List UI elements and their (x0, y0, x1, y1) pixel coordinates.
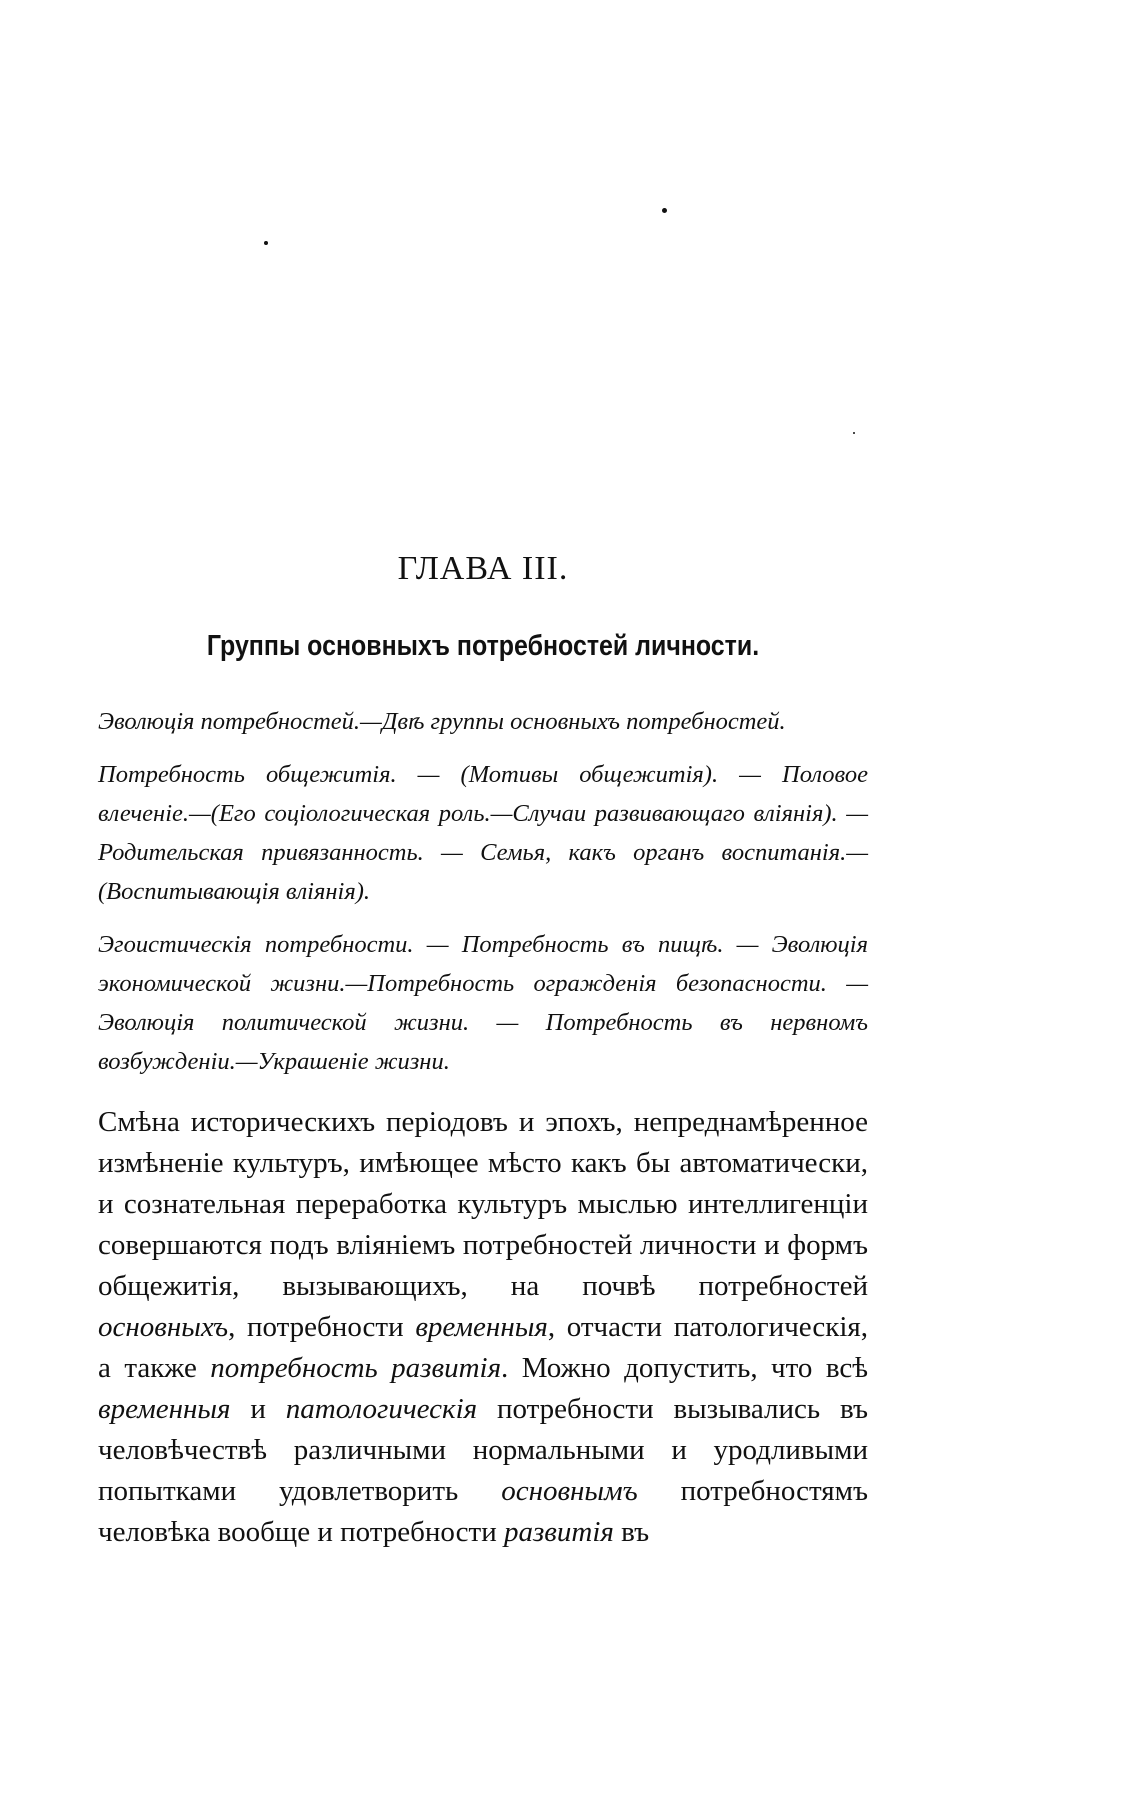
chapter-summary (98, 702, 868, 1095)
emphasis-text: развитія (503, 1516, 614, 1548)
print-speck (662, 208, 667, 213)
print-speck (853, 432, 855, 434)
text-run: . Можно допустить, что всѣ (501, 1352, 868, 1384)
emphasis-text: основнымъ (501, 1475, 638, 1507)
text-run: въ (613, 1516, 650, 1548)
emphasis-text: временныя (98, 1393, 231, 1425)
body-paragraph (98, 1102, 868, 1553)
summary-paragraph: Эволюція потребностей.—Двѣ группы основныхъ потребностей. (98, 708, 786, 735)
emphasis-text: патологическія (285, 1393, 478, 1425)
chapter-heading: ГЛАВА III. (397, 550, 569, 587)
text-run: потребности вызывались въ человѣчествѣ различными нормальными и уродливыми попытками удовлетворить (98, 1393, 868, 1507)
summary-paragraph: Потребность общежитія. — (Мотивы общежитія). — Половое влеченіе.—(Его соціологическая роль.—Случаи развивающаго вліянія). — Родительская привязанность. — Семья, какъ органъ воспитанія.—(Воспитывающія вліянія). (98, 761, 868, 905)
chapter-title: Группы основныхъ потребностей личности. (206, 630, 760, 662)
text-run: , отчасти патологическія, а также (98, 1311, 868, 1384)
summary-paragraph: Эгоистическія потребности. — Потребность въ пищѣ. — Эволюція экономической жизни.—Потребность огражденія безопасности. — Эволюція политической жизни. — Потребность въ нервномъ возбужденіи.—Украшеніе жизни. (98, 931, 868, 1075)
text-run: , потребности (228, 1311, 416, 1343)
text-run: и (230, 1393, 286, 1425)
emphasis-text: потребность развитія (210, 1352, 502, 1384)
text-run: потребностямъ человѣка вообще и потребности (98, 1475, 868, 1548)
emphasis-text: основныхъ (98, 1311, 229, 1343)
print-speck (264, 241, 268, 245)
text-run: Смѣна историческихъ періодовъ и эпохъ, непреднамѣренное измѣненіе культуръ, имѣющее мѣсто какъ бы автоматически, и сознательная переработка культуръ мыслью интеллигенціи совершаются подъ вліяніемъ потребностей личности и формъ общежитія, вызывающихъ, на почвѣ потребностей (98, 1106, 868, 1302)
emphasis-text: временныя (415, 1311, 548, 1343)
body-text (98, 1102, 868, 1553)
